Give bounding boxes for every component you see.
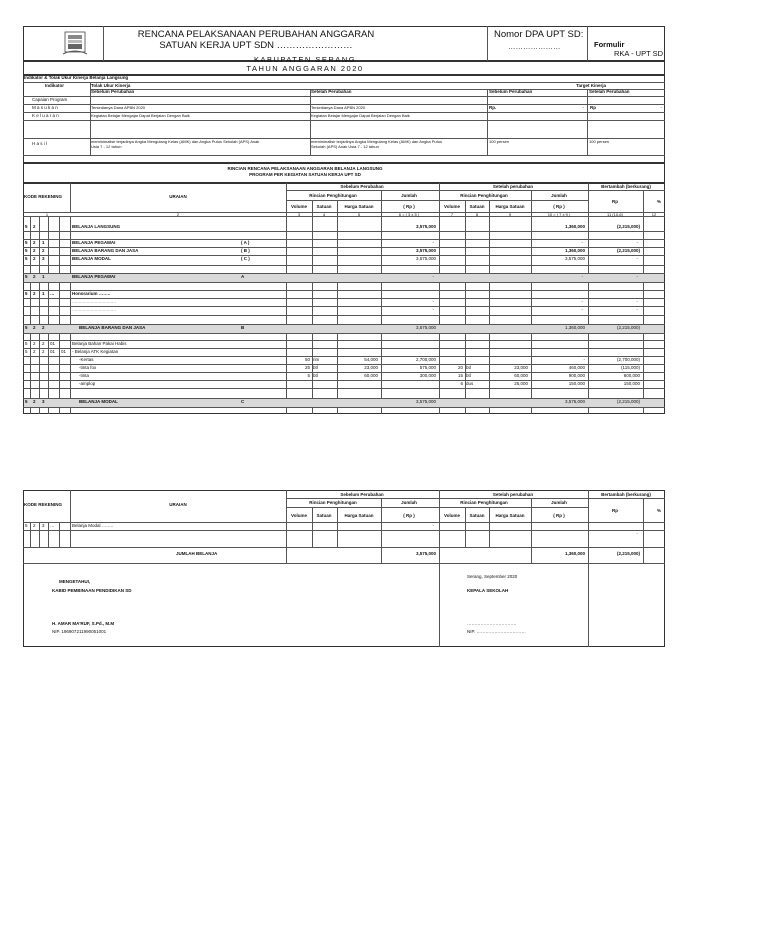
- jumlah-sebelum-cell: 3,575,000: [415, 325, 436, 330]
- dpa-number-dots: …………………: [508, 42, 561, 51]
- colnum-12: 12: [651, 212, 657, 217]
- masukan-target-setelah-dash: -: [660, 105, 662, 110]
- harga-satuan-header-2: Harga Satuan: [495, 204, 525, 209]
- item-jumlah-setelah: 900,000: [568, 373, 585, 378]
- masukan-target-sebelum: Rp.: [489, 105, 497, 110]
- signatory-left-nip: NIP. 196907211990051001: [52, 629, 107, 634]
- item-harga-setelah: 60,000: [514, 373, 528, 378]
- hasil-target-setelah: 100 persen: [589, 139, 610, 144]
- indikator-row-masukan: M a s u k a n: [32, 105, 58, 110]
- masukan-target-sebelum-dash: -: [582, 105, 584, 110]
- uraian-tag: ( A ): [241, 240, 250, 245]
- kepala-sekolah-title: KEPALA SEKOLAH: [467, 588, 509, 593]
- item-uraian: -Kertas: [79, 357, 94, 362]
- masukan-target-setelah: Rp: [590, 105, 596, 110]
- honor-detail-1: ……………………………: [72, 299, 116, 304]
- colnum-3: 3: [297, 212, 301, 217]
- colnum-6: 6 = ( 3 x 5 ): [398, 212, 420, 217]
- item-jumlah: 300,000: [419, 373, 436, 378]
- item-volume: 50: [304, 357, 310, 362]
- rincian-title-line2: PROGRAM PER KEGIATAN SATUAN KERJA UPT SD: [249, 172, 361, 177]
- kode-rekening-cell: 1: [42, 274, 45, 279]
- item-satuan-setelah: btl: [466, 365, 471, 370]
- item-satuan-setelah: dus: [466, 381, 474, 386]
- harga-satuan-header-2: Harga Satuan: [495, 513, 525, 518]
- hasil-target-sebelum: 100 persen: [489, 139, 510, 144]
- kode-rekening-cell: 2: [33, 349, 36, 354]
- jumlah-belanja-sebelum: 3,575,000: [415, 551, 436, 556]
- colnum-1: 1: [45, 212, 49, 217]
- uraian-header: URAIAN: [169, 502, 187, 507]
- kode-rekening-cell: …: [50, 523, 55, 528]
- jumlah-header: Jumlah: [401, 193, 417, 198]
- form-title-line1: RENCANA PELAKSANAAN PERUBAHAN ANGGARAN: [137, 29, 375, 40]
- sebelum-perubahan-header: Sebelum Perubahan: [340, 492, 384, 497]
- setelah-perubahan-header: Setelah perubahan: [492, 492, 534, 497]
- item-uraian: -tinta: [79, 373, 90, 378]
- kode-rekening-cell: 2: [33, 240, 36, 245]
- indikator-row-keluaran: K e l u a r a n: [32, 113, 59, 118]
- kode-rekening-cell: 2: [33, 248, 36, 253]
- colnum-10: 10 = ( 7 x 9 ): [547, 212, 571, 217]
- bertambah-cell: -: [636, 256, 638, 261]
- indikator-row-capaian: Capaian Program: [32, 97, 68, 102]
- dpa-number-label: Nomor DPA UPT SD:: [494, 29, 584, 40]
- kode-rekening-header: KODE REKENING: [24, 502, 63, 507]
- honor-dash: -: [636, 299, 638, 304]
- kabupaten-logo: [62, 29, 88, 57]
- bertambah-pct-header: %: [656, 199, 661, 204]
- bertambah-cell: (2,215,000): [616, 399, 640, 404]
- masukan-tolak-sebelum: Tersedianya Dana APBN 2020: [91, 105, 146, 110]
- kode-rekening-cell: 2: [42, 349, 45, 354]
- bertambah-cell: (2,215,000): [616, 224, 640, 229]
- kode-rekening-cell: 5: [25, 274, 28, 279]
- tolak-setelah-header: Setelah Perubahan: [311, 89, 352, 94]
- item-satuan: rim: [313, 357, 320, 362]
- bertambah-cell: -: [636, 240, 638, 245]
- bertambah-pct-header: %: [656, 508, 661, 513]
- uraian-tag: A: [241, 274, 245, 279]
- modal-dash: -: [636, 531, 638, 536]
- rincian-penghitungan-header-2: Rincian Penghitungan: [460, 500, 508, 505]
- hasil-tolak-sebelum-1: meminimalisir terjadinya Angka Mengulang Kelas (AMK) dan Angka Putus Sekolah (APS) Anak: [91, 139, 260, 144]
- honor-dash: -: [432, 299, 434, 304]
- kode-rekening-cell: 01: [50, 349, 56, 354]
- kode-rekening-cell: 5: [25, 291, 28, 296]
- form-title-line2: SATUAN KERJA UPT SDN ……………………: [159, 40, 353, 51]
- item-volume-setelah: 6: [460, 381, 463, 386]
- kabid-title: KABID PEMBINAAN PENDIDIKAN SD: [52, 588, 132, 593]
- rincian-penghitungan-header: Rincian Penghitungan: [309, 500, 357, 505]
- rp-header: ( Rp ): [403, 513, 415, 518]
- place-date: Serang, September 2020: [467, 574, 518, 579]
- kode-rekening-cell: 3: [42, 256, 45, 261]
- colnum-4: 4: [322, 212, 326, 217]
- satuan-header-2: Satuan: [469, 204, 485, 209]
- kode-rekening-cell: 5: [25, 325, 28, 330]
- harga-satuan-header: Harga Satuan: [344, 204, 374, 209]
- jumlah-sebelum-cell: -: [432, 240, 434, 245]
- kode-rekening-cell: 2: [42, 248, 45, 253]
- kode-rekening-cell: 2: [33, 399, 36, 404]
- rp-header-2: ( Rp ): [553, 204, 565, 209]
- bertambah-cell: -: [636, 274, 638, 279]
- indikator-col-header: Indikator: [45, 83, 65, 88]
- mengetahui-label: MENGETAHUI,: [59, 579, 91, 584]
- honor-dash: -: [432, 307, 434, 312]
- item-volume-setelah: 20: [457, 365, 463, 370]
- uraian-cell: BELANJA MODAL: [72, 256, 111, 261]
- item-jumlah-setelah: 150,000: [568, 381, 585, 386]
- item-harga-setelah: 23,000: [514, 365, 528, 370]
- kode-rekening-header: KODE REKENING: [24, 194, 63, 199]
- uraian-cell: BELANJA BARANG DAN JASA: [79, 325, 146, 330]
- jumlah-sebelum-cell: 3,575,000: [415, 248, 436, 253]
- tolak-ukur-col-header: Tolak Ukur Kinerja: [91, 83, 131, 88]
- masukan-tolak-setelah: Tersedianya Dana APBN 2020: [311, 105, 366, 110]
- uraian-cell: BELANJA PEGAWAI: [72, 240, 116, 245]
- uraian-cell: Belanja Modal ……..: [72, 523, 114, 528]
- item-harga-setelah: 25,000: [514, 381, 528, 386]
- item-jumlah: 2,700,000: [415, 357, 436, 362]
- kode-rekening-cell: …: [50, 291, 55, 296]
- honor-dash: -: [581, 307, 583, 312]
- sebelum-perubahan-header: Sebelum Perubahan: [340, 184, 384, 189]
- item-satuan: btl: [313, 373, 318, 378]
- kode-rekening-cell: 5: [25, 341, 28, 346]
- item-bertambah: 600,000: [623, 373, 640, 378]
- satuan-header-2: Satuan: [469, 513, 485, 518]
- keluaran-tolak-setelah: Kegiatan Belajar Mengajar Dapat Berjalan Dengan Baik: [311, 113, 410, 118]
- kode-rekening-cell: 3: [42, 523, 45, 528]
- uraian-cell: BELANJA MODAL: [79, 399, 118, 404]
- rincian-title-line1: RINCIAN RENCANA PELAKSANAAN ANGGARAN BELANJA LANGSUNG: [227, 166, 383, 171]
- kode-rekening-cell: 5: [25, 399, 28, 404]
- jumlah-header-2: Jumlah: [551, 193, 567, 198]
- item-uraian: -amplop: [79, 381, 96, 386]
- jumlah-header: Jumlah: [401, 500, 417, 505]
- harga-satuan-header: Harga Satuan: [344, 513, 374, 518]
- jumlah-sebelum-cell: 3,575,000: [415, 256, 436, 261]
- item-jumlah-setelah: 460,000: [568, 365, 585, 370]
- honor-detail-2: ……………………………: [72, 307, 116, 312]
- kode-rekening-cell: 5: [25, 240, 28, 245]
- kode-rekening-cell: 1: [42, 240, 45, 245]
- bertambah-rp-header: Rp: [612, 508, 618, 513]
- jumlah-sebelum-cell: 3,575,000: [415, 224, 436, 229]
- indikator-row-hasil: H a s i l: [32, 141, 48, 146]
- kode-rekening-cell: 01: [50, 341, 56, 346]
- item-volume-setelah: 15: [457, 373, 463, 378]
- indikator-section-title: Indikator & Tolak Ukur Kinerja Belanja Langsung: [24, 75, 129, 80]
- item-jumlah-setelah: -: [583, 357, 585, 362]
- kode-rekening-cell: 2: [33, 274, 36, 279]
- item-volume: 25: [304, 365, 310, 370]
- bertambah-cell: (2,215,000): [616, 325, 640, 330]
- item-volume: 5: [307, 373, 310, 378]
- jumlah-setelah-cell: 3,575,000: [564, 256, 585, 261]
- jumlah-setelah-cell: -: [581, 240, 583, 245]
- jumlah-header-2: Jumlah: [551, 500, 567, 505]
- uraian-tag: B: [241, 325, 245, 330]
- uraian-cell: Belanja Bahan Pakai Habis: [72, 341, 127, 346]
- colnum-7: 7: [450, 212, 454, 217]
- item-jumlah: 575,000: [419, 365, 436, 370]
- bertambah-header: Bertambah (berkurang): [601, 184, 651, 189]
- uraian-cell: - Belanja ATK Kegiatan: [72, 349, 119, 354]
- honor-dash: -: [636, 307, 638, 312]
- bertambah-cell: (2,215,000): [616, 248, 640, 253]
- uraian-cell: BELANJA LANGSUNG: [72, 224, 121, 229]
- jumlah-setelah-cell: 1,360,000: [564, 224, 585, 229]
- uraian-cell: BELANJA BARANG DAN JASA: [72, 248, 139, 253]
- signatory-right-name: ……………………………: [467, 621, 517, 626]
- kode-rekening-cell: 2: [42, 341, 45, 346]
- jumlah-setelah-cell: 3,575,000: [564, 399, 585, 404]
- jumlah-belanja-bertambah: (2,215,000): [616, 551, 640, 556]
- honor-dash: -: [581, 299, 583, 304]
- kode-rekening-cell: 2: [33, 291, 36, 296]
- form-code: RKA - UPT SD: [614, 49, 664, 58]
- item-harga: 23,000: [364, 365, 378, 370]
- item-satuan: btl: [313, 365, 318, 370]
- item-bertambah: (2,700,000): [616, 357, 640, 362]
- bertambah-header: Bertambah (berkurang): [601, 492, 651, 497]
- kode-rekening-cell: 5: [25, 523, 28, 528]
- colnum-9: 9: [508, 212, 512, 217]
- jumlah-belanja-label: JUMLAH BELANJA: [176, 551, 218, 556]
- jumlah-sebelum-cell: -: [432, 274, 434, 279]
- kode-rekening-cell: 2: [33, 256, 36, 261]
- setelah-perubahan-header: Setelah perubahan: [492, 184, 534, 189]
- kode-rekening-cell: 5: [25, 224, 28, 229]
- kode-rekening-cell: 2: [33, 325, 36, 330]
- colnum-5: 5: [357, 212, 361, 217]
- uraian-cell: Honorarium ……..: [72, 291, 111, 296]
- kabupaten-label: KABUPATEN SERANG: [253, 55, 357, 64]
- item-satuan-setelah: btl: [466, 373, 471, 378]
- kode-rekening-cell: 01: [61, 349, 67, 354]
- signatory-left-name: H. AMAR MA'RUF, S.Pd., M.M: [52, 621, 115, 626]
- hasil-tolak-setelah-2: Sekolah (APS) Anak Usia 7 - 12 tahun: [311, 144, 379, 149]
- tahun-anggaran-label: TAHUN ANGGARAN 2020: [246, 64, 364, 73]
- item-harga: 60,000: [364, 373, 378, 378]
- signatory-right-nip: NIP. ……………………………: [467, 629, 526, 634]
- item-harga: 54,000: [364, 357, 378, 362]
- rincian-penghitungan-header: Rincian Penghitungan: [309, 193, 357, 198]
- form-label: Formulir: [594, 40, 625, 49]
- volume-header: Volume: [291, 204, 307, 209]
- kode-rekening-cell: 3: [42, 399, 45, 404]
- uraian-tag: ( B ): [241, 248, 250, 253]
- hasil-tolak-setelah-1: meminimalisir terjadinya Angka Mengulang Kelas (AMK) dan Angka Putus: [311, 139, 442, 144]
- kode-rekening-cell: 5: [25, 349, 28, 354]
- target-kinerja-col-header: Target Kinerja: [576, 83, 606, 88]
- modal-dash: -: [432, 523, 434, 528]
- kode-rekening-cell: 2: [33, 523, 36, 528]
- rp-header: ( Rp ): [403, 204, 415, 209]
- kode-rekening-cell: 5: [25, 256, 28, 261]
- colnum-2: 2: [176, 212, 180, 217]
- volume-header: Volume: [291, 513, 307, 518]
- jumlah-setelah-cell: 1,360,000: [564, 248, 585, 253]
- item-uraian: -tinta fox: [79, 365, 97, 370]
- target-sebelum-header: Sebelum Perubahan: [489, 89, 533, 94]
- keluaran-tolak-sebelum: Kegiatan Belajar Mengajar Dapat Berjalan Dengan Baik: [91, 113, 190, 118]
- uraian-cell: BELANJA PEGAWAI: [72, 274, 116, 279]
- item-bertambah: (115,000): [621, 365, 640, 370]
- uraian-tag: C: [241, 399, 245, 404]
- bertambah-rp-header: Rp: [612, 199, 618, 204]
- kode-rekening-cell: 2: [42, 325, 45, 330]
- kode-rekening-cell: 2: [33, 224, 36, 229]
- uraian-tag: ( C ): [241, 256, 250, 261]
- rincian-penghitungan-header-2: Rincian Penghitungan: [460, 193, 508, 198]
- item-bertambah: 150,000: [623, 381, 640, 386]
- target-setelah-header: Setelah Perubahan: [589, 89, 630, 94]
- jumlah-sebelum-cell: 3,575,000: [415, 399, 436, 404]
- jumlah-belanja-setelah: 1,360,000: [564, 551, 585, 556]
- volume-header-2: Volume: [444, 513, 460, 518]
- colnum-11: 11 (10-6): [607, 212, 623, 217]
- jumlah-setelah-cell: -: [581, 274, 583, 279]
- volume-header-2: Volume: [444, 204, 460, 209]
- uraian-header: URAIAN: [169, 194, 187, 199]
- tolak-sebelum-header: Sebelum Perubahan: [91, 89, 135, 94]
- kode-rekening-cell: 5: [25, 248, 28, 253]
- hasil-tolak-sebelum-2: Usia 7 - 12 tahun: [91, 144, 122, 149]
- satuan-header: Satuan: [316, 204, 332, 209]
- rp-header-2: ( Rp ): [553, 513, 565, 518]
- colnum-8: 8: [475, 212, 479, 217]
- kode-rekening-cell: 1: [42, 291, 45, 296]
- kode-rekening-cell: 2: [33, 341, 36, 346]
- satuan-header: Satuan: [316, 513, 332, 518]
- jumlah-setelah-cell: 1,360,000: [564, 325, 585, 330]
